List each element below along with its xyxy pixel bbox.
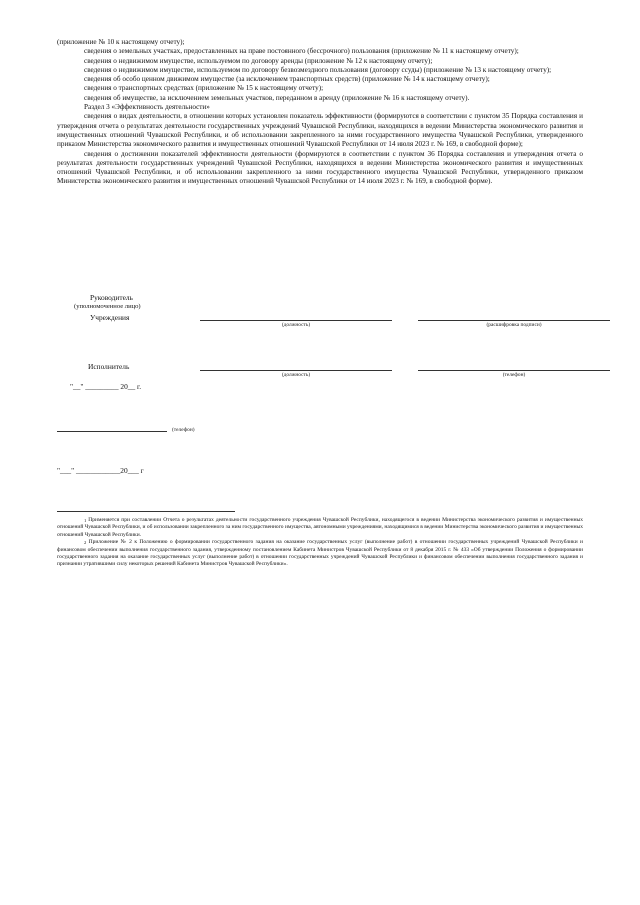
body-paragraph: сведения о транспортных средствах (приложение № 15 к настоящему отчету); — [84, 84, 324, 93]
executor-position-caption: (должность) — [281, 372, 311, 378]
body-paragraph: сведения о видах деятельности, в отношении которых установлен показатель эффективности (формируются в соответствии с пунктом 35 Порядка составления и утверждения отчета о результатах деятельности государственных учреждений Чувашской Республики, находящихся в ведении Министерства экономического развития и имущественных отношений Чувашской Республики, и об использовании закрепленного за ними государственного имущества Чувашской Республики, утвержденного приказом Министерства экономического развития и имущественных отношений Чувашской Республики от 14 июля 2023 г. № 169, в свободной форме); — [57, 112, 583, 149]
body-paragraph: сведения о недвижимом имуществе, используемом по договору безвозмездного пользования (договору ссуды) (приложение № 13 к настоящему отчету); — [84, 65, 552, 74]
body-paragraph: (приложение № 10 к настоящему отчету); — [57, 38, 185, 46]
phone-line — [57, 431, 167, 432]
footnote-text: Приложение № 2 к Положению о формировании государственного задания на оказание государственных услуг (выполнение работ) в отношении государственных учреждений Чувашской Республики и финансовом обеспечении выполнения государственного задания, утвержденному постановлением Кабинета Министров Чувашской Республики от 8 декабря 2015 г. № 433 «Об утверждении Положения о формировании государственного задания на оказание государственных услуг (выполнение работ) в отношении государственных учреждений Чувашской Республики и финансовом обеспечении выполнения государственного задания и признании утратившими силу некоторых решений Кабинета Министров Чувашской Республики». — [57, 539, 583, 568]
signature-caption: (расшифровка подписи) — [486, 322, 542, 328]
footnote-separator — [57, 511, 235, 512]
body-paragraph: сведения о достижении показателей эффективности деятельности (формируются в соответствии с пунктом 36 Порядка составления и утверждения отчета о результатах деятельности государственных учреждений Чувашской Республики, находящихся в ведении Министерства экономического развития и имущественных отношений Чувашской Республики, и об использовании закрепленного за ними государственного имущества Чувашской Республики, утвержденного приказом Министерства экономического развития и имущественных отношений Чувашской Республики от 14 июля 2023 г. № 169, в свободной форме). — [57, 149, 583, 186]
body-text — [57, 38, 583, 187]
executor-label: Исполнитель — [88, 362, 130, 371]
date-field-1: "__" _________ 20__ г. — [70, 382, 142, 391]
body-paragraph: сведения об особо ценном движимом имуществе (за исключением транспортных средств) (приложение № 14 к настоящему отчету); — [84, 75, 490, 84]
head-title: Руководитель — [90, 293, 133, 302]
signature-line — [418, 320, 610, 321]
footnotes — [57, 517, 583, 569]
footnote-mark: 1 — [84, 518, 87, 523]
head-subtitle: (уполномоченное лицо) — [74, 303, 141, 310]
executor-phone-line — [418, 370, 610, 371]
executor-position-line — [200, 370, 392, 371]
executor-phone-caption: (телефон) — [502, 372, 526, 378]
position-caption: (должность) — [281, 322, 311, 328]
footnote-mark: 2 — [84, 540, 87, 546]
footnote-text: Применяется при составлении Отчета о результатах деятельности государственного учреждения Чувашской Республики, находящегося в ведении Министерства экономического развития и имущественных отношений Чувашской Республики, и об использовании закрепленного за ним государственного имущества, автономными учреждениями, находящимися в ведении Министерства экономического развития и имущественных отношений Чувашской Республики. — [57, 517, 583, 538]
footnote-1 — [57, 517, 583, 539]
position-line — [200, 320, 392, 321]
phone-caption: (телефон) — [172, 427, 195, 433]
body-paragraph: Раздел 3 «Эффективность деятельности» — [84, 103, 210, 112]
body-paragraph: сведения о земельных участках, предоставленных на праве постоянного (бессрочного) пользования (приложение № 11 к настоящему отчету); — [84, 47, 519, 56]
date-field-2: "___" ____________20___ г — [57, 466, 144, 475]
institution-label: Учреждения — [90, 313, 130, 322]
body-paragraph: сведения о недвижимом имуществе, используемом по договору аренды (приложение № 12 к настоящему отчету); — [84, 56, 433, 65]
body-paragraph: сведения об имуществе, за исключением земельных участков, переданном в аренду (приложение № 16 к настоящему отчету). — [84, 93, 470, 102]
footnote-2 — [57, 539, 583, 569]
